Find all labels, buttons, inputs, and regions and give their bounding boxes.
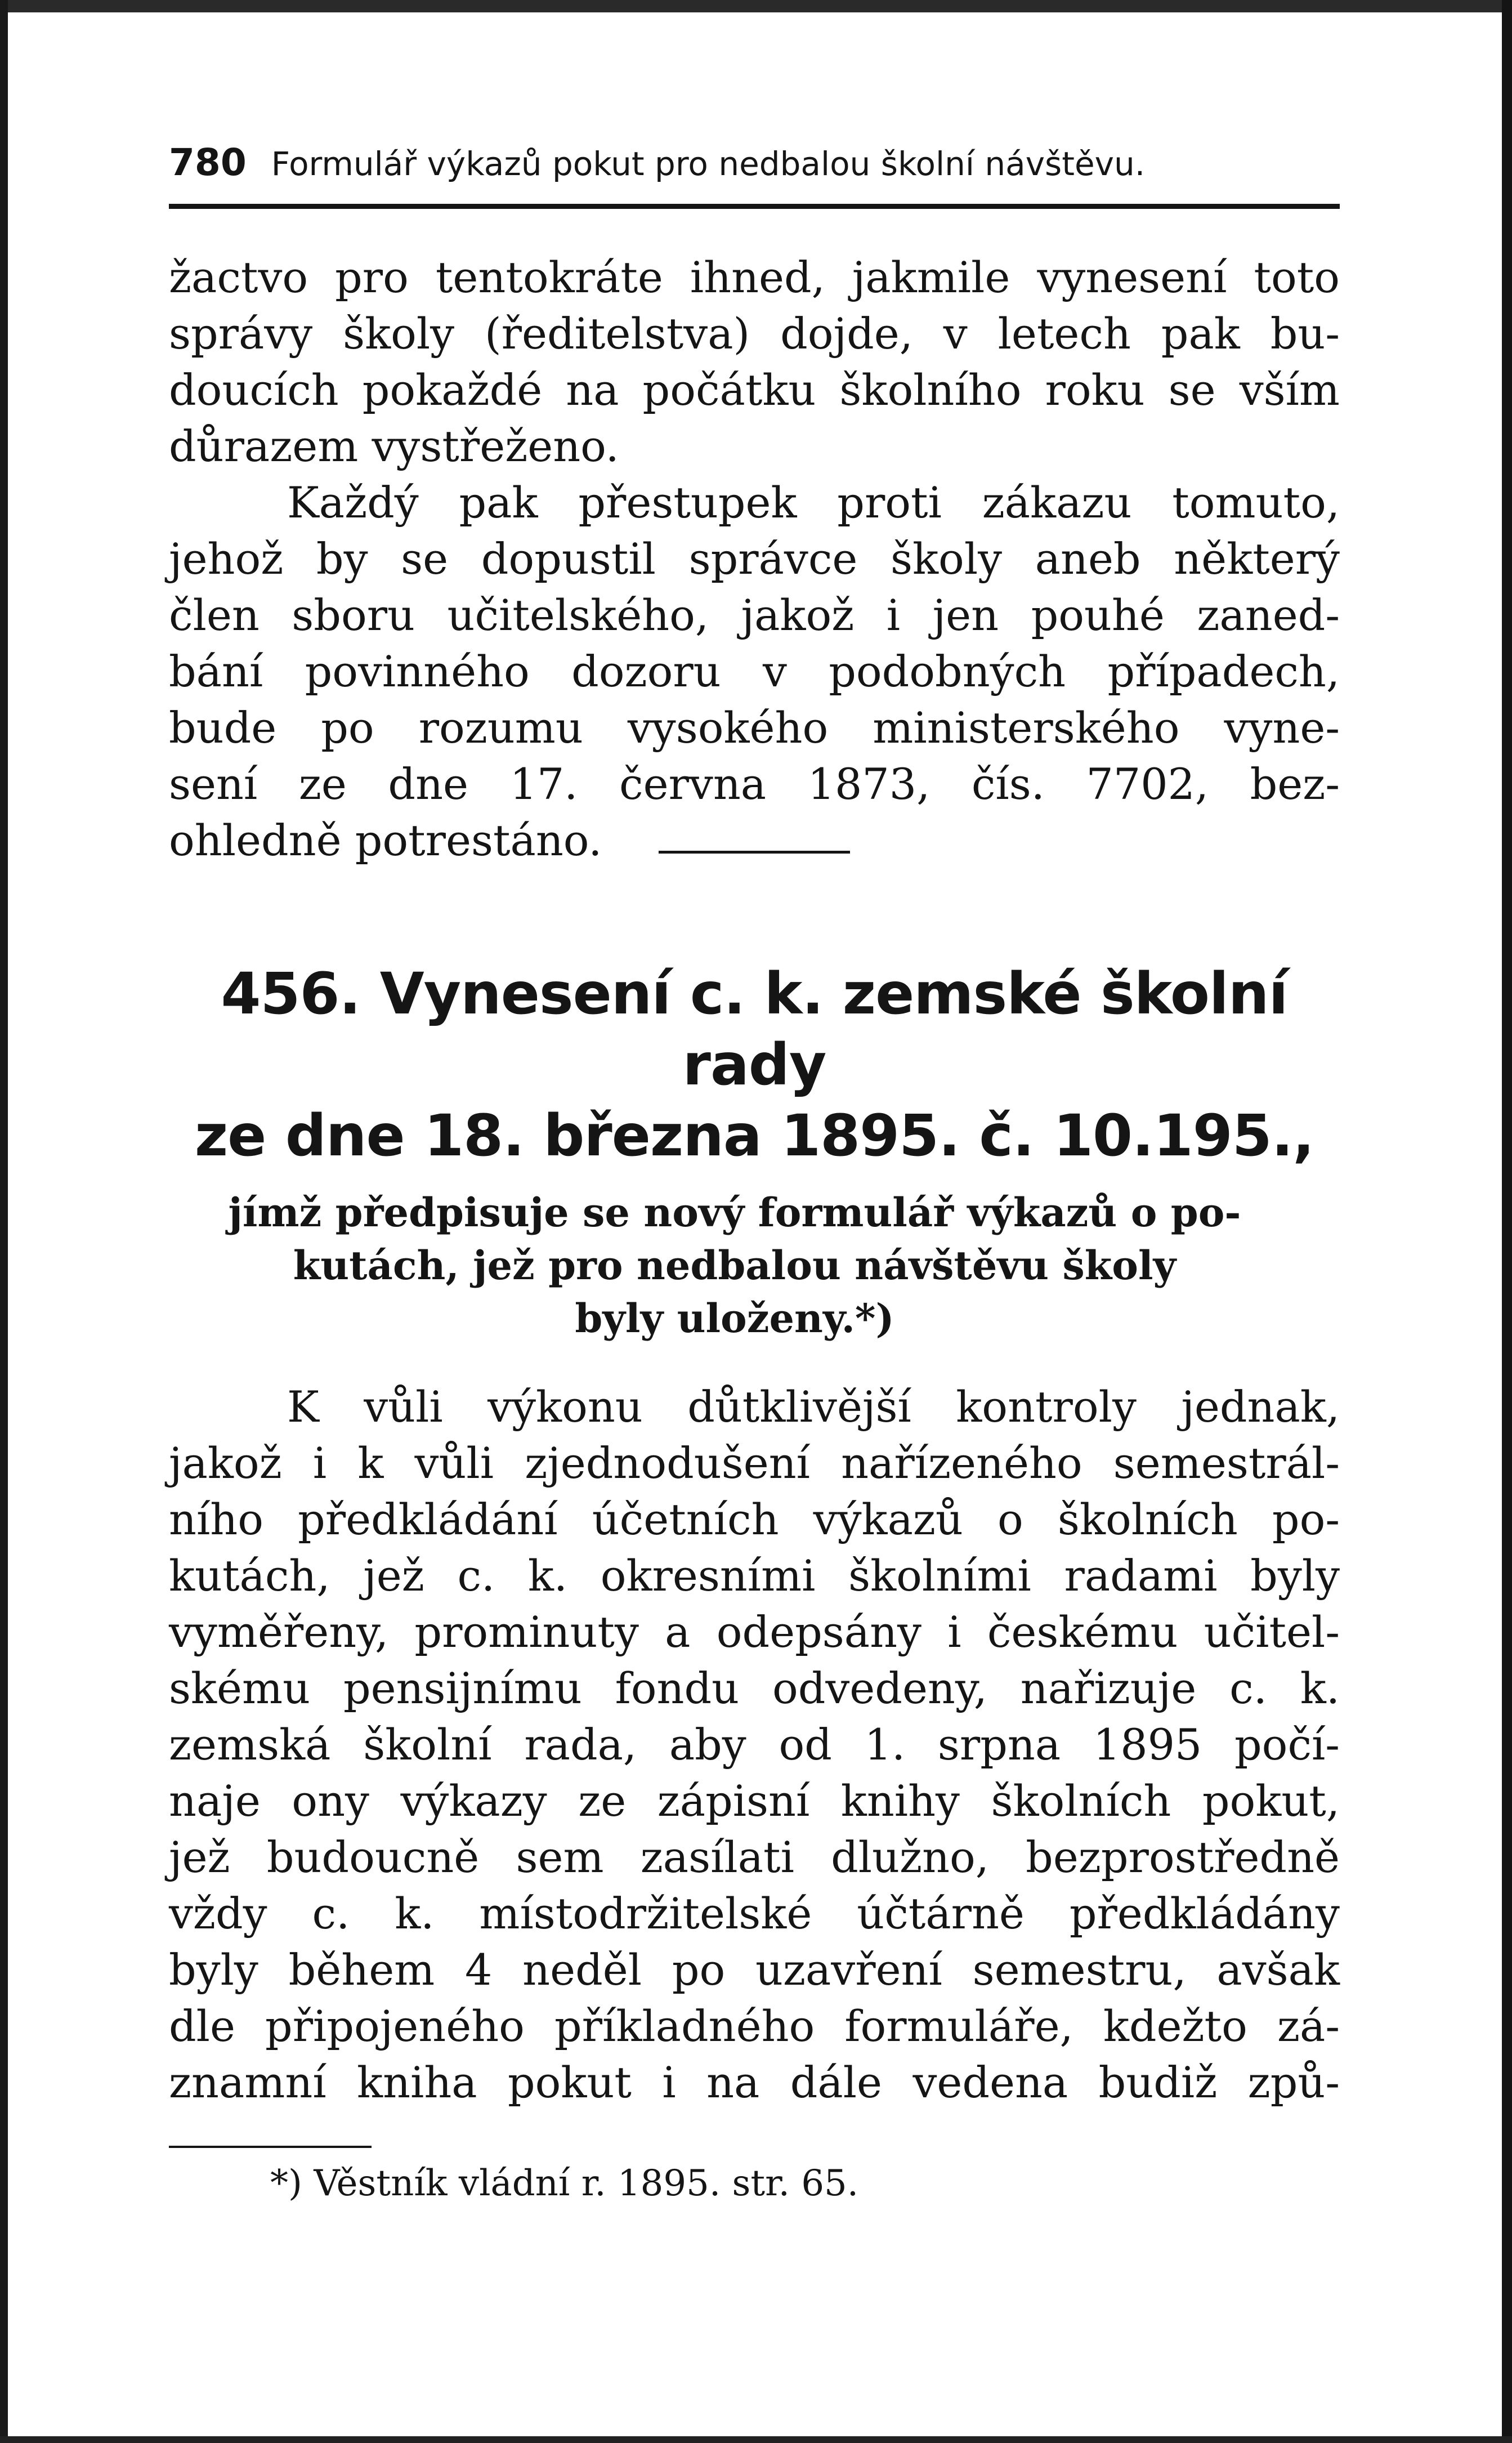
running-head-title: Formulář výkazů pokut pro nedbalou školní návštěvu. [271,145,1146,183]
text-line: byly během 4 neděl po uzavření semestru, avšak [169,1945,1340,1995]
text-line: jehož by se dopustil správce školy aneb některý [169,534,1340,584]
text-line: doucích pokaždé na počátku školního roku se vším [169,365,1340,415]
subheading-line: kutách, jež pro nedbalou návštěvu školy [293,1242,1177,1289]
running-head [169,141,1340,191]
footnote: *) Věstník vládní r. 1895. str. 65. [270,2163,859,2204]
text-line: zemská školní rada, aby od 1. srpna 1895 počí- [169,1720,1340,1770]
body-paragraph [169,1379,1340,2111]
text-line: skému pensijnímu fondu odvedeny, nařizuje c. k. [169,1663,1340,1713]
footnote-rule [169,2146,372,2148]
paragraph-two [169,475,1340,869]
intro-paragraph [169,249,1340,475]
page-number: 780 [169,141,247,184]
text-line: sení ze dne 17. června 1873, čís. 7702, bez- [169,759,1340,809]
text-line: člen sboru učitelského, jakož i jen pouhé zaned- [169,590,1340,640]
text-line: ního předkládání účetních výkazů o školních po- [169,1494,1340,1544]
scan-border-left [0,0,8,2443]
section-subheading [169,1186,1300,1345]
heading-line: ze dne 18. března 1895. č. 10.195., [194,1102,1314,1169]
subheading-line: jímž předpisuje se nový formulář výkazů o po- [228,1189,1241,1236]
text-line: jakož i k vůli zjednodušení nařízeného semestrál- [169,1438,1340,1488]
text-line: ohledně potrestáno. [169,815,602,865]
scan-border-bottom [0,2436,1512,2443]
text-line: dle připojeného příkladného formuláře, kdežto zá- [169,2001,1340,2051]
text-line: jež budoucně sem zasílati dlužno, bezprostředně [169,1832,1340,1882]
text-line: naje ony výkazy ze zápisní knihy školních pokut, [169,1776,1340,1826]
text-line: bání povinného dozoru v podobných případech, [169,646,1340,696]
text-line: kutách, jež c. k. okresními školními radami byly [169,1551,1340,1601]
text-line: důrazem vystřeženo. [169,421,619,471]
header-rule [169,204,1340,209]
text-line: vyměřeny, prominuty a odepsány i českému učitel- [169,1607,1340,1657]
text-line: bude po rozumu vysokého ministerského vyne- [169,703,1340,753]
text-line: znamní kniha pokut i na dále vedena budiž způ- [169,2057,1340,2107]
subheading-line: byly uloženy.*) [575,1295,894,1342]
heading-line: 456. Vynesení c. k. zemské školní rady [221,961,1288,1098]
scan-border-top [0,0,1512,12]
text-line: žactvo pro tentokráte ihned, jakmile vynesení toto [169,252,1340,302]
text-line: správy školy (ředitelstva) dojde, v letech pak bu- [169,309,1340,359]
scan-border-right [1502,0,1512,2443]
book-page [169,141,1340,2209]
text-line: K vůli výkonu důtklivější kontroly jednak, [287,1382,1340,1432]
text-line: Každý pak přestupek proti zákazu tomuto, [287,477,1340,528]
section-end-rule [659,851,850,854]
text-line: vždy c. k. místodržitelské účtárně předkládány [169,1888,1340,1939]
section-heading [169,959,1340,1172]
